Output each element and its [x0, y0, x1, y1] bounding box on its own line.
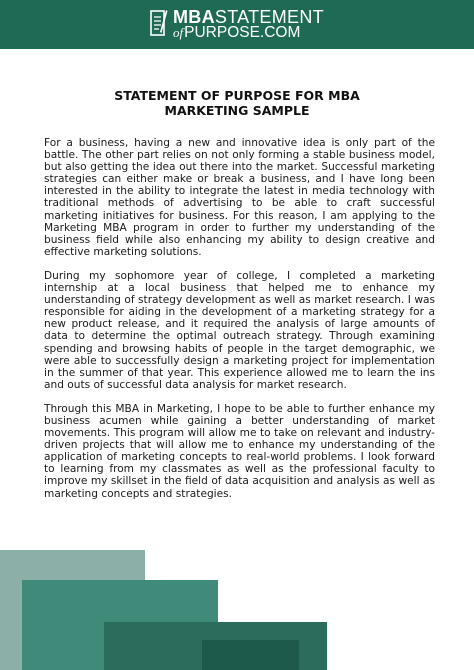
- paragraph-1: For a business, having a new and innovative idea is only part of the battle. The other part relies on not only forming a stable business model, but also getting the idea out there into the market. Successful marketing strategies can either make or break a business, and I have long been interested in the ability to integrate the latest in media technology with traditional methods of advertising to be able to craft successful marketing initiatives for business. For this reason, I am applying to the Marketing MBA program in order to further my understanding of the business field while also enhancing my ability to design creative and effective marketing solutions.: [44, 137, 435, 258]
- document-pencil-icon: [150, 8, 168, 38]
- document-title: [0, 88, 474, 118]
- decorative-block-darkest: [202, 640, 299, 670]
- document-body: [44, 137, 435, 512]
- logo-of: of: [173, 25, 184, 40]
- site-logo[interactable]: [150, 7, 350, 43]
- title-line-1: STATEMENT OF PURPOSE FOR MBA: [114, 88, 360, 103]
- paragraph-2: During my sophomore year of college, I completed a marketing internship at a local business that helped me to enhance my understanding of strategy development as well as market research. I was responsible for aiding in the development of a marketing strategy for a new product release, and it required the analysis of large amounts of data to determine the optimal outreach strategy. Through examining spending and browsing habits of people in the target demographic, we were able to successfully design a marketing project for implementation in the summer of that year. This experience allowed me to learn the ins and outs of successful data analysis for market research.: [44, 269, 435, 391]
- logo-mba: MBA: [173, 7, 215, 27]
- logo-purpose: PURPOSE.COM: [184, 24, 301, 41]
- logo-statement: STATEMENT: [214, 7, 324, 27]
- paragraph-3: Through this MBA in Marketing, I hope to be able to further enhance my business acumen while gaining a better understanding of market movements. This program will allow me to take on relevant and industry-driven projects that will allow me to enhance my understanding of the application of marketing concepts to real-world problems. I look forward to learning from my classmates as well as the professional faculty to improve my skillset in the field of data acquisition and analysis as well as marketing concepts and strategies.: [44, 402, 435, 500]
- title-line-2: MARKETING SAMPLE: [164, 103, 310, 118]
- logo-wordmark-bottom: [173, 25, 300, 41]
- header-bar: [0, 0, 474, 49]
